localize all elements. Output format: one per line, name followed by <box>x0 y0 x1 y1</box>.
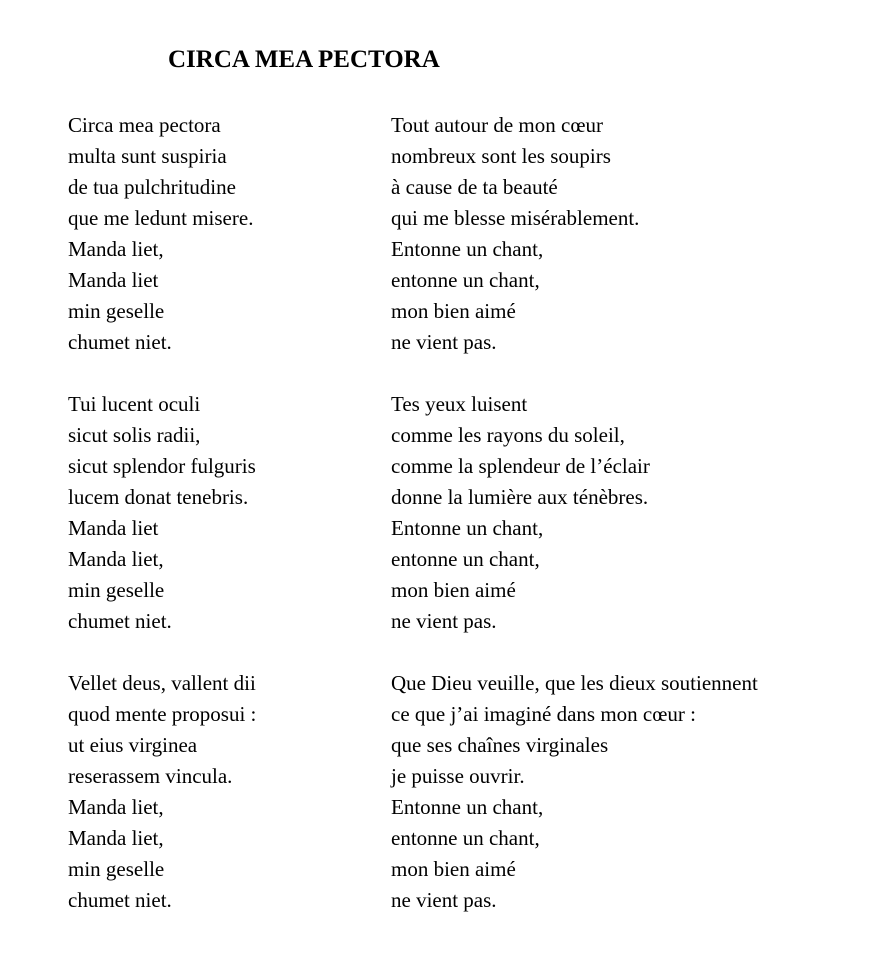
verse-line: mon bien aimé <box>391 299 516 323</box>
verse-line: ne vient pas. <box>391 330 497 354</box>
verse-line: Manda liet, <box>68 237 164 261</box>
verse-line: à cause de ta beauté <box>391 175 558 199</box>
verse-line: je puisse ouvrir. <box>391 764 525 788</box>
verse-line: Vellet deus, vallent dii <box>68 671 256 695</box>
verse-line: ut eius virginea <box>68 733 198 757</box>
verse-line: quod mente proposui : <box>68 702 257 726</box>
verse-line: nombreux sont les soupirs <box>391 144 611 168</box>
verse-line: sicut splendor fulguris <box>68 454 256 478</box>
verse-line: comme les rayons du soleil, <box>391 423 625 447</box>
verse-line: min geselle <box>68 578 165 602</box>
verse-line: Entonne un chant, <box>391 795 544 819</box>
verse-line: entonne un chant, <box>391 826 540 850</box>
latin-stanza-3 <box>68 668 256 916</box>
verse-line: ce que j’ai imaginé dans mon cœur : <box>391 702 696 726</box>
verse-line: chumet niet. <box>68 888 172 912</box>
verse-line: lucem donat tenebris. <box>68 485 249 509</box>
verse-line: min geselle <box>68 299 165 323</box>
verse-line: entonne un chant, <box>391 547 540 571</box>
page-title: CIRCA MEA PECTORA <box>168 46 440 73</box>
verse-line: qui me blesse misérablement. <box>391 206 640 230</box>
verse-line: Circa mea pectora <box>68 113 221 137</box>
verse-line: Manda liet, <box>68 547 164 571</box>
verse-line: que ses chaînes virginales <box>391 733 609 757</box>
verse-line: Que Dieu veuille, que les dieux soutiennent <box>391 671 758 695</box>
verse-line: Tes yeux luisent <box>391 392 528 416</box>
verse-line: min geselle <box>68 857 165 881</box>
verse-line: donne la lumière aux ténèbres. <box>391 485 649 509</box>
verse-line: Entonne un chant, <box>391 516 544 540</box>
verse-line: chumet niet. <box>68 330 172 354</box>
verse-line: Tout autour de mon cœur <box>391 113 603 137</box>
verse-line: mon bien aimé <box>391 578 516 602</box>
verse-line: comme la splendeur de l’éclair <box>391 454 650 478</box>
verse-line: mon bien aimé <box>391 857 516 881</box>
french-stanza-3 <box>391 668 758 916</box>
verse-line: chumet niet. <box>68 609 172 633</box>
verse-line: ne vient pas. <box>391 888 497 912</box>
verse-line: reserassem vincula. <box>68 764 233 788</box>
verse-line: Tui lucent oculi <box>68 392 201 416</box>
verse-line: que me ledunt misere. <box>68 206 254 230</box>
verse-line: Manda liet, <box>68 826 164 850</box>
latin-stanza-1 <box>68 110 256 358</box>
verse-line: multa sunt suspiria <box>68 144 227 168</box>
verse-line: Manda liet <box>68 516 159 540</box>
verse-line: entonne un chant, <box>391 268 540 292</box>
verse-line: sicut solis radii, <box>68 423 201 447</box>
verse-line: Manda liet, <box>68 795 164 819</box>
verse-line: Manda liet <box>68 268 159 292</box>
french-stanza-2 <box>391 389 758 637</box>
verse-line: ne vient pas. <box>391 609 497 633</box>
latin-stanza-2 <box>68 389 256 637</box>
latin-column <box>68 110 256 947</box>
verse-line: de tua pulchritudine <box>68 175 236 199</box>
french-stanza-1 <box>391 110 758 358</box>
verse-line: Entonne un chant, <box>391 237 544 261</box>
french-column <box>391 110 758 947</box>
